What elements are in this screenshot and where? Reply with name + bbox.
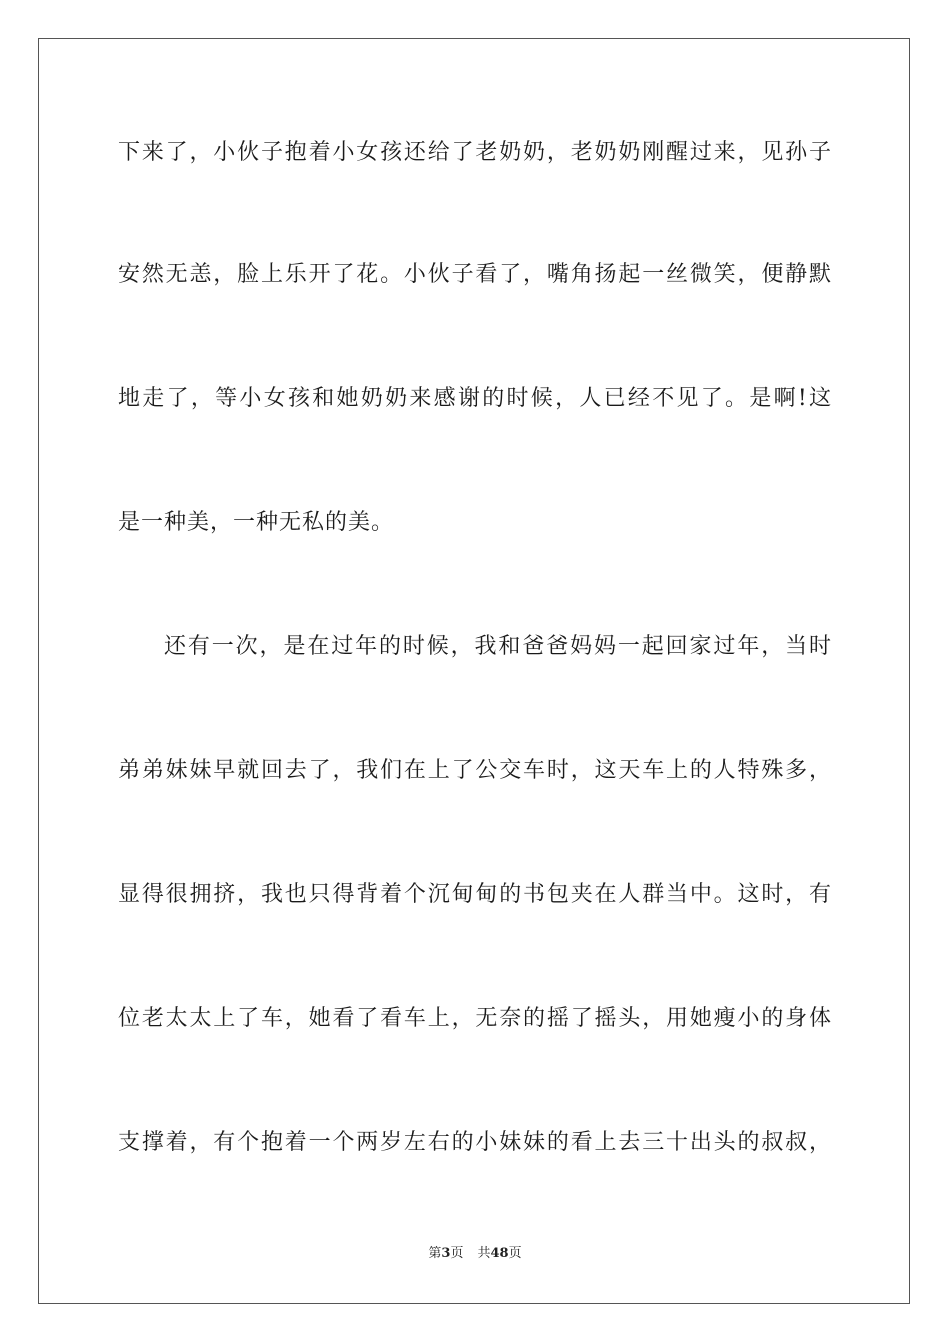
body-line-9: 支撑着，有个抱着一个两岁左右的小妹妹的看上去三十出头的叔叔， [118,1130,832,1155]
page-border [38,38,910,1304]
body-line-3: 地走了，等小女孩和她奶奶来感谢的时候，人已经不见了。是啊!这 [118,386,832,411]
body-line-8: 位老太太上了车，她看了看车上，无奈的摇了摇头，用她瘦小的身体 [118,1006,832,1031]
body-line-2: 安然无恙，脸上乐开了花。小伙子看了，嘴角扬起一丝微笑，便静默 [118,262,832,287]
body-line-7: 显得很拥挤，我也只得背着个沉甸甸的书包夹在人群当中。这时，有 [118,882,832,907]
total-label-prefix: 共 [477,1246,491,1261]
total-pages: 48 [490,1246,509,1261]
body-line-5: 还有一次，是在过年的时候，我和爸爸妈妈一起回家过年，当时 [164,634,832,659]
body-line-6: 弟弟妹妹早就回去了，我们在上了公交车时，这天车上的人特殊多， [118,758,832,783]
page-label-suffix: 页 [450,1246,464,1261]
page-label-prefix: 第 [428,1246,442,1261]
body-line-1: 下来了，小伙子抱着小女孩还给了老奶奶，老奶奶刚醒过来，见孙子 [118,140,832,165]
page-footer [0,1245,950,1263]
page-number: 3 [441,1246,451,1261]
body-line-4: 是一种美，一种无私的美。 [118,510,395,535]
total-label-suffix: 页 [508,1246,522,1261]
